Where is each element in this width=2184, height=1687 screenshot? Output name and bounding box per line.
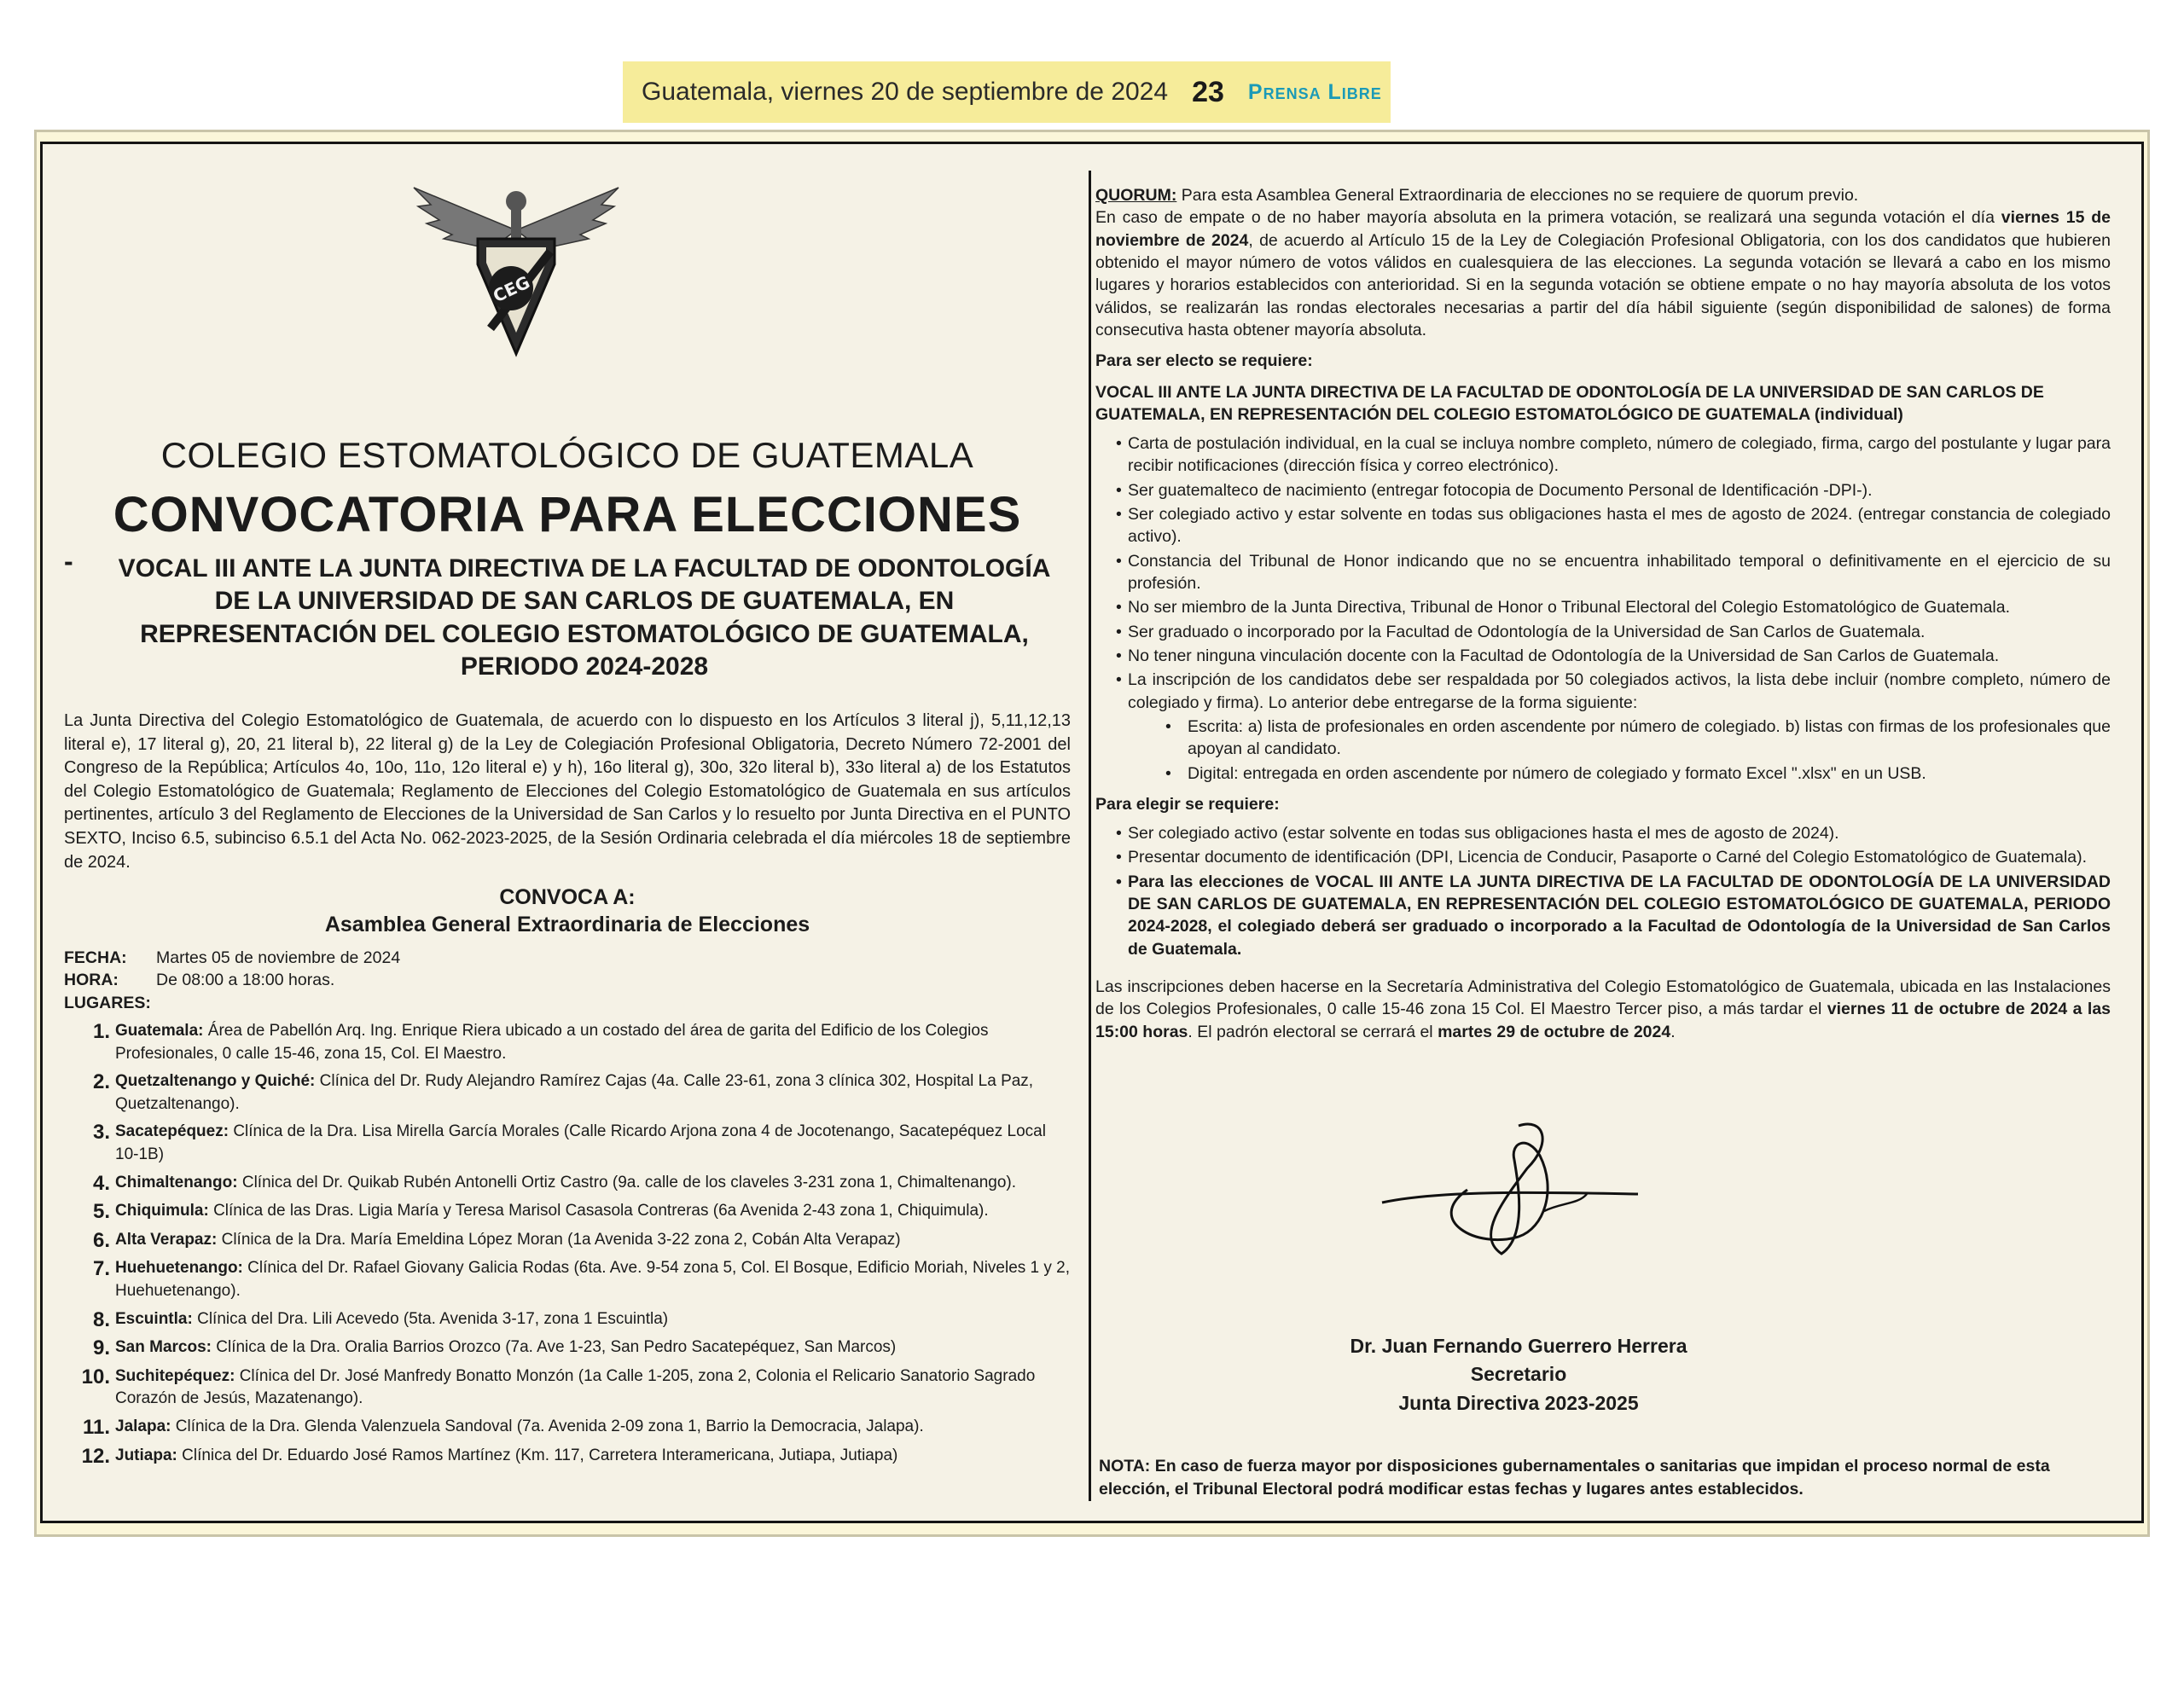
organization-name: COLEGIO ESTOMATOLÓGICO DE GUATEMALA — [160, 435, 974, 475]
date-value: Martes 05 de noviembre de 2024 — [156, 948, 401, 967]
assembly-heading: Asamblea General Extraordinaria de Elecciones — [324, 913, 810, 936]
position-line: DE LA UNIVERSIDAD DE SAN CARLOS DE GUATEMALA, EN — [214, 587, 955, 616]
requirement-item: • No ser miembro de la Junta Directiva, Tribunal de Honor o Tribunal Electoral del Colegio Estomatológico de Guatemala. — [1128, 596, 2111, 618]
legal-intro: La Junta Directiva del Colegio Estomatológico de Guatemala, de acuerdo con lo dispuesto en los Artículos 3 literal j), 5,11,12,13 literal e), 17 literal g), 20, 21 literal b), 22 literal g) de la Ley de Colegiación Profesional Obligatoria, Decreto Número 72-2001 del Congreso de la República; Artículos 4o, 10o, 11o, 12o literal e) y h), 16o literal g), 30o, 32o literal b), 33o literal a) de los Estatutos del Colegio Estomatológico de Guatemala; Reglamento de Elecciones del Colegio Estomatológico de Guatemala en sus artículos pertinentes, artículo 3 del Reglamento de Elecciones de la Universidad de San Carlos y lo resuelto por Junta Directiva en el PUNTO SEXTO, Inciso 6.5, subinciso 6.5.1 del Acta No. 062-2023-2025, de la Sesión Ordinaria celebrada el día miércoles 18 de septiembre de 2024. — [64, 711, 1071, 872]
place-address: Clínica del Dr. Rafael Giovany Galicia Rodas (6ta. Ave. 9-54 zona 5, Col. El Bosque, Edificio Moriah, Niveles 1 y 2, Huehuetenango). — [115, 1259, 1071, 1300]
newspaper-date: Guatemala, viernes 20 de septiembre de 2024 — [642, 78, 1169, 106]
place-address: Clínica del Dr. Eduardo José Ramos Martínez (Km. 117, Carretera Interamericana, Jutiapa, Jutiapa) — [182, 1446, 898, 1464]
places-list — [71, 1020, 1071, 1473]
date-label: FECHA: — [64, 948, 127, 967]
signature — [1374, 1109, 1647, 1262]
requirement-item: • Carta de postulación individual, en la cual se incluya nombre completo, número de colegiado, firma, cargo del postulante y lugar para recibir notificaciones (dirección física y correo electrónico). — [1128, 432, 2111, 478]
place-name: San Marcos: — [115, 1338, 212, 1357]
place-item: 11. Jalapa: Clínica de la Dra. Glenda Valenzuela Sandoval (7a. Avenida 2-09 zona 1, Barrio la Democracia, Jalapa). — [82, 1415, 924, 1439]
voter-requirements-list — [1095, 822, 2111, 960]
place-item: 3. Sacatepéquez: Clínica de la Dra. Lisa Mirella García Morales (Calle Ricardo Arjona zona 4 de Jocotenango, Sacatepéquez Local 10-1B) — [92, 1121, 1046, 1163]
place-name: Chimaltenango: — [115, 1173, 238, 1191]
voter-requirement-item: • Presentar documento de identificación (DPI, Licencia de Conducir, Pasaporte o Carné del Colegio Estomatológico de Guatemala). — [1128, 846, 2111, 868]
voter-requirement-item: • Para las elecciones de VOCAL III ANTE LA JUNTA DIRECTIVA DE LA FACULTAD DE ODONTOLOGÍA DE LA UNIVERSIDAD DE SAN CARLOS DE GUATEMALA, EN REPRESENTACIÓN DEL COLEGIO ESTOMATOLÓGICO DE GUATEMALA, PERIODO 2024-2028, el colegiado deberá ser graduado o incorporado a la Facultad de Odontología de la Universidad de San Carlos de Guatemala. — [1128, 871, 2111, 960]
convoca-heading: CONVOCA A: — [499, 885, 636, 909]
requirement-item: • Ser graduado o incorporado por la Facultad de Odontología de la Universidad de San Carlos de Guatemala. — [1128, 621, 2111, 643]
place-name: Quetzaltenango y Quiché: — [115, 1072, 316, 1091]
quorum-label: QUORUM: — [1095, 186, 1177, 205]
column-divider — [1089, 171, 1091, 1501]
position-line: REPRESENTACIÓN DEL COLEGIO ESTOMATOLÓGICO DE GUATEMALA, — [140, 619, 1029, 648]
right-column — [1095, 184, 2111, 1050]
place-address: Clínica del Dra. Lili Acevedo (5ta. Avenida 3-17, zona 1 Escuintla) — [197, 1309, 669, 1328]
electo-position: VOCAL III ANTE LA JUNTA DIRECTIVA DE LA FACULTAD DE ODONTOLOGÍA DE LA UNIVERSIDAD DE SAN CARLOS DE GUATEMALA, EN REPRESENTACIÓN DEL COLEGIO ESTOMATOLÓGICO DE GUATEMALA (individual) — [1095, 382, 2044, 424]
place-name: Chiquimula: — [115, 1202, 209, 1220]
signer-name: Dr. Juan Fernando Guerrero Herrera — [1350, 1335, 1687, 1357]
time-label: HORA: — [64, 971, 119, 990]
place-name: Escuintla: — [115, 1309, 193, 1328]
place-item: 10. Suchitepéquez: Clínica del Dr. José Manfredy Bonatto Monzón (1a Calle 1-205, zona 2, Colonia el Relicario Sanatorio Sagrado Corazón de Jesús, Mazatenango). — [81, 1365, 1036, 1408]
place-name: Huehuetenango: — [115, 1259, 243, 1278]
place-address: Clínica de la Dra. Lisa Mirella García Morales (Calle Ricardo Arjona zona 4 de Jocotenango, Sacatepéquez Local 10-1B) — [115, 1122, 1046, 1163]
electo-heading: Para ser electo se requiere: — [1095, 351, 1313, 371]
elegir-heading: Para elegir se requiere: — [1095, 794, 1280, 814]
requirement-item: • Constancia del Tribunal de Honor indicando que no se encuentra inhabilitado temporal o definitivamente en el ejercicio de su profesión. — [1128, 550, 2111, 595]
sub-requirements-list — [1128, 716, 2111, 785]
place-item: 9. San Marcos: Clínica de la Dra. Oralia Barrios Orozco (7a. Ave 1-23, San Pedro Sacatepéquez, San Marcos) — [92, 1336, 897, 1360]
place-address: Clínica de las Dras. Ligia María y Teresa Marisol Casasola Contreras (6a Avenida 2-43 zona 1, Chiquimula). — [213, 1202, 989, 1220]
place-name: Sacatepéquez: — [115, 1122, 229, 1141]
place-name: Suchitepéquez: — [115, 1366, 235, 1385]
place-address: Área de Pabellón Arq. Ing. Enrique Riera ubicado a un costado del área de garita del Edificio de los Colegios Profesionales, 0 calle 15-46, zona 15, Col. El Maestro. — [115, 1022, 989, 1063]
place-name: Jutiapa: — [115, 1446, 177, 1464]
place-item: 8. Escuintla: Clínica del Dra. Lili Acevedo (5ta. Avenida 3-17, zona 1 Escuintla) — [92, 1307, 669, 1331]
place-address: Clínica de la Dra. María Emeldina López Moran (1a Avenida 3-22 zona 2, Cobán Alta Verapaz) — [221, 1230, 901, 1249]
requirement-item: • Ser colegiado activo y estar solvente en todas sus obligaciones hasta el mes de agosto de 2024. (entregar constancia de colegiado activo). — [1128, 503, 2111, 548]
place-address: Clínica de la Dra. Oralia Barrios Orozco (7a. Ave 1-23, San Pedro Sacatepéquez, San Marcos) — [216, 1338, 897, 1357]
tie-date: viernes 15 de noviembre de 2024 — [1095, 208, 2111, 250]
requirement-item: • No tener ninguna vinculación docente con la Facultad de Odontología de la Universidad de San Carlos de Guatemala. — [1128, 645, 2111, 667]
signer-role: Secretario — [1470, 1363, 1567, 1386]
place-name: Jalapa: — [115, 1417, 171, 1435]
voter-requirement-item: • Ser colegiado activo (estar solvente en todas sus obligaciones hasta el mes de agosto de 2024). — [1128, 822, 2111, 844]
registration-deadline: viernes 11 de octubre de 2024 a las 15:00 horas — [1095, 1000, 2111, 1041]
requirements-list — [1095, 432, 2111, 785]
place-item: 4. Chimaltenango: Clínica del Dr. Quikab Rubén Antonelli Ortiz Castro (9a. calle de los claveles 3-231 zona 1, Chimaltenango). — [92, 1171, 1017, 1195]
roll-close-date: martes 29 de octubre de 2024 — [1438, 1022, 1671, 1041]
sub-requirement-item: • Escrita: a) lista de profesionales en orden ascendente por número de colegiado. b) listas con firmas de los profesionales que apoyan al candidato. — [1188, 716, 2111, 761]
place-item: 6. Alta Verapaz: Clínica de la Dra. María Emeldina López Moran (1a Avenida 3-22 zona 2, Cobán Alta Verapaz) — [92, 1228, 901, 1252]
time-value: De 08:00 a 18:00 horas. — [156, 971, 335, 990]
newspaper-brand: Prensa Libre — [1247, 79, 1382, 104]
page-number: 23 — [1192, 75, 1224, 108]
signer-board: Junta Directiva 2023-2025 — [1398, 1391, 1639, 1414]
college-logo — [405, 171, 627, 384]
footnote: NOTA: En caso de fuerza mayor por disposiciones gubernamentales o sanitarias que impidan el proceso normal de esta elección, el Tribunal Electoral podrá modificar estas fechas y lugares antes establecidos. — [1099, 1457, 2050, 1499]
place-address: Clínica de la Dra. Glenda Valenzuela Sandoval (7a. Avenida 2-09 zona 1, Barrio la Democracia, Jalapa). — [175, 1417, 924, 1435]
places-label: LUGARES: — [64, 993, 151, 1012]
position-line: VOCAL III ANTE LA JUNTA DIRECTIVA DE LA FACULTAD DE ODONTOLOGÍA — [118, 554, 1051, 583]
requirement-item: • La inscripción de los candidatos debe ser respaldada por 50 colegiados activos, la lista debe incluir (nombre completo, número de colegiado y firma). Lo anterior debe entregarse de la forma siguiente: • Escrita: a) lista de profesionales en orden ascendente por número de colegiado. b) listas con firmas de los profesionales que apoyan al candidato. • Digital: entregada en orden ascendente por número de colegiado y formato Excel ".xlsx" en un USB. — [1128, 669, 2111, 785]
position-title — [98, 553, 1071, 684]
place-item: 1. Guatemala: Área de Pabellón Arq. Ing. Enrique Riera ubicado a un costado del área de garita del Edificio de los Colegios Profesionales, 0 calle 15-46, zona 15, Col. El Maestro. — [92, 1020, 989, 1063]
logo-initials: CEG — [490, 271, 533, 307]
event-details — [64, 947, 400, 1014]
announcement-title: CONVOCATORIA PARA ELECCIONES — [113, 487, 1022, 542]
place-address: Clínica del Dr. José Manfredy Bonatto Monzón (1a Calle 1-205, zona 2, Colonia el Relicario Sanatorio Sagrado Corazón de Jesús, Mazatenango). — [115, 1366, 1036, 1408]
place-name: Alta Verapaz: — [115, 1230, 218, 1249]
requirement-item: • Ser guatemalteco de nacimiento (entregar fotocopia de Documento Personal de Identificación -DPI-). — [1128, 479, 2111, 501]
position-dash: - — [64, 546, 73, 577]
place-item: 7. Huehuetenango: Clínica del Dr. Rafael Giovany Galicia Rodas (6ta. Ave. 9-54 zona 5, Col. El Bosque, Edificio Moriah, Niveles 1 y 2, Huehuetenango). — [92, 1257, 1071, 1300]
quorum-paragraph: QUORUM: Para esta Asamblea General Extraordinaria de elecciones no se requiere de quorum previo. En caso de empate o de no haber mayoría absoluta en la primera votación, se realizará una segunda votación el día viernes 15 de noviembre de 2024, de acuerdo al Artículo 15 de la Ley de Colegiación Profesional Obligatoria, con los dos candidatos que hubieren obtenido el mayor número de votos válidos en cualesquiera de las elecciones. La segunda votación se llevará a cabo en los mismo lugares y horarios establecidos con anterioridad. Si en la segunda votación se obtiene empate o no hay mayoría absoluta de los votos válidos, se realizarán las rondas electorales necesarias a partir del día hábil siguiente (según disponibilidad de salones) de forma consecutiva hasta obtener mayoría absoluta. — [1095, 186, 2111, 339]
position-line: PERIODO 2024-2028 — [460, 652, 709, 681]
place-item: 12. Jutiapa: Clínica del Dr. Eduardo José Ramos Martínez (Km. 117, Carretera Interamericana, Jutiapa, Jutiapa) — [81, 1444, 898, 1468]
newspaper-header — [623, 61, 1391, 123]
signer-block — [1220, 1332, 1817, 1417]
place-address: Clínica del Dr. Rudy Alejandro Ramírez Cajas (4a. Calle 23-61, zona 3 clínica 302, Hospital La Paz, Quetzaltenango). — [115, 1072, 1034, 1113]
place-name: Guatemala: — [115, 1022, 204, 1040]
place-item: 5. Chiquimula: Clínica de las Dras. Ligia María y Teresa Marisol Casasola Contreras (6a Avenida 2-43 zona 1, Chiquimula). — [92, 1200, 989, 1224]
sub-requirement-item: • Digital: entregada en orden ascendente por número de colegiado y formato Excel ".xlsx" en un USB. — [1188, 762, 2111, 785]
place-address: Clínica del Dr. Quikab Rubén Antonelli Ortiz Castro (9a. calle de los claveles 3-231 zona 1, Chimaltenango). — [241, 1173, 1017, 1191]
place-item: 2. Quetzaltenango y Quiché: Clínica del Dr. Rudy Alejandro Ramírez Cajas (4a. Calle 23-61, zona 3 clínica 302, Hospital La Paz, Quetzaltenango). — [92, 1070, 1034, 1113]
registration-paragraph: Las inscripciones deben hacerse en la Secretaría Administrativa del Colegio Estomatológico de Guatemala, ubicada en las Instalaciones de los Colegios Profesionales, 0 calle 15-46 zona 15 Col. El Maestro Tercer piso, a más tardar el viernes 11 de octubre de 2024 a las 15:00 horas. El padrón electoral se cerrará el martes 29 de octubre de 2024. — [1095, 977, 2111, 1041]
